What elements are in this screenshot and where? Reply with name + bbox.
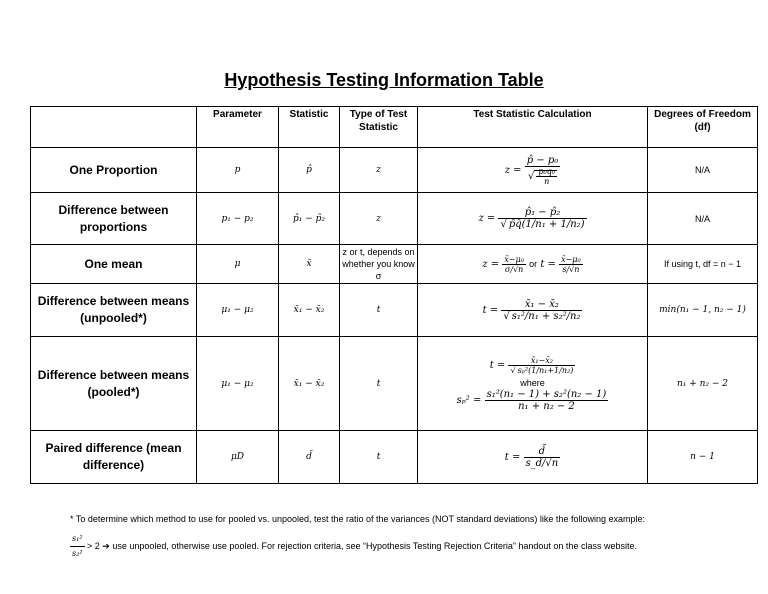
denominator: n₁ + n₂ − 2 — [485, 400, 609, 412]
numerator: p̂ − p₀ — [526, 154, 559, 166]
parameter-cell: μ — [197, 245, 279, 284]
formula-paired — [418, 431, 648, 484]
variance-ratio — [70, 532, 85, 561]
header-row — [31, 107, 758, 148]
row-label: One mean — [31, 245, 197, 284]
row-label: Difference between means (pooled*) — [31, 337, 197, 431]
fraction — [524, 446, 561, 469]
inner-numerator: p₀q₀ — [538, 166, 556, 176]
numerator: d̄ — [538, 445, 546, 457]
test-type-cell: t — [340, 431, 418, 484]
formula-pooled — [418, 337, 648, 431]
header-statistic: Statistic — [279, 107, 340, 148]
fraction — [525, 155, 561, 186]
fraction — [502, 255, 526, 274]
statistic-cell: p̂₁ − p̂₂ — [279, 193, 340, 245]
row-label: Difference between means (unpooled*) — [31, 284, 197, 337]
row-label: Difference between proportions — [31, 193, 197, 245]
numerator: x̄−μ₀ — [504, 254, 524, 264]
table-row — [31, 337, 758, 431]
fraction — [559, 255, 583, 274]
footnote — [70, 512, 750, 561]
parameter-cell: μ₁ − μ₂ — [197, 284, 279, 337]
footnote-line-2 — [70, 532, 750, 561]
statistic-cell: x̄ — [279, 245, 340, 284]
numerator: x̄₁ − x̄₂ — [524, 298, 559, 310]
row-label: One Proportion — [31, 148, 197, 193]
formula-lhs: t = — [489, 359, 506, 371]
denominator: σ/√n — [502, 264, 526, 274]
or-text: or — [529, 258, 538, 269]
fraction — [498, 207, 586, 230]
sqrt-content: p̂q̂(1/n₁ + 1/n₂) — [508, 219, 585, 230]
numerator: x̄₁−x̄₂ — [530, 355, 553, 365]
row-label: Paired difference (mean difference) — [31, 431, 197, 484]
numerator: s₁²(n₁ − 1) + s₂²(n₂ − 1) — [486, 388, 607, 400]
inner-denominator: n — [536, 176, 557, 186]
statistic-cell: x̄₁ − x̄₂ — [279, 284, 340, 337]
table-row — [31, 431, 758, 484]
formula-z-proportion — [418, 148, 648, 193]
formula-lhs: z = — [478, 213, 496, 224]
df-cell: n₁ + n₂ − 2 — [648, 337, 758, 431]
formula-lhs: z = — [504, 164, 522, 176]
fraction — [485, 389, 609, 412]
denominator: √ p̂q̂(1/n₁ + 1/n₂) — [500, 219, 585, 230]
header-test-type: Type of Test Statistic — [340, 107, 418, 148]
where-text: where — [520, 377, 545, 388]
fraction — [508, 356, 575, 375]
parameter-cell: p₁ − p₂ — [197, 193, 279, 245]
footnote-line-1: * To determine which method to use for pooled vs. unpooled, test the ratio of the variances (NOT standard deviations) like the following example: — [70, 514, 645, 524]
parameter-cell: μD — [197, 431, 279, 484]
ratio-numerator: s₁² — [72, 534, 83, 543]
numerator: x̄−μ₀ — [561, 254, 581, 264]
hypothesis-table — [30, 106, 758, 484]
df-cell: min(n₁ − 1, n₂ − 1) — [648, 284, 758, 337]
header-calc: Test Statistic Calculation — [418, 107, 648, 148]
df-cell: n − 1 — [648, 431, 758, 484]
table-row — [31, 193, 758, 245]
denominator: √ s₁²/n₁ + s₂²/n₂ — [503, 310, 581, 322]
formula-lhs: t = — [504, 451, 521, 463]
header-blank — [31, 107, 197, 148]
table-row — [31, 148, 758, 193]
statistic-cell: p̂ — [279, 148, 340, 193]
sp-lhs: sₚ² = — [456, 394, 482, 406]
table-row — [31, 284, 758, 337]
statistic-cell: d̄ — [279, 431, 340, 484]
test-type-cell: z — [340, 148, 418, 193]
numerator: p̂₁ − p̂₂ — [524, 207, 561, 218]
test-type-cell: z or t, depends on whether you know σ — [340, 245, 418, 284]
header-parameter: Parameter — [197, 107, 279, 148]
parameter-cell: p — [197, 148, 279, 193]
fraction — [501, 299, 582, 322]
parameter-cell: μ₁ − μ₂ — [197, 337, 279, 431]
table-row — [31, 245, 758, 284]
test-type-cell: t — [340, 284, 418, 337]
header-df: Degrees of Freedom (df) — [648, 107, 758, 148]
test-type-cell: z — [340, 193, 418, 245]
test-type-cell: t — [340, 337, 418, 431]
formula-lhs: t = — [540, 258, 556, 270]
denominator: √ $\frac{\text{p₀q₀}}{n}$ — [525, 166, 561, 186]
ratio-denominator: s₂² — [70, 546, 85, 561]
df-cell: N/A — [648, 148, 758, 193]
statistic-cell: x̄₁ − x̄₂ — [279, 337, 340, 431]
sqrt-content: s₁²/n₁ + s₂²/n₂ — [511, 310, 581, 322]
formula-one-mean — [418, 245, 648, 284]
denominator: √ sₚ²(1/n₁+1/n₂) — [510, 365, 574, 375]
page-title: Hypothesis Testing Information Table — [224, 70, 544, 90]
denominator: s/√n — [559, 264, 583, 274]
formula-z-difference — [418, 193, 648, 245]
df-cell: N/A — [648, 193, 758, 245]
formula-lhs: t = — [482, 304, 499, 316]
sqrt-content: sₚ²(1/n₁+1/n₂) — [517, 365, 574, 375]
footnote-rest: > 2 ➔ use unpooled, otherwise use pooled. For rejection criteria, see “Hypothesis Testing Rejection Criteria” handout on the class website. — [87, 540, 637, 551]
df-cell: If using t, df = n − 1 — [648, 245, 758, 284]
formula-unpooled — [418, 284, 648, 337]
formula-lhs: z = — [482, 258, 500, 270]
denominator: s_d/√n — [525, 457, 559, 469]
